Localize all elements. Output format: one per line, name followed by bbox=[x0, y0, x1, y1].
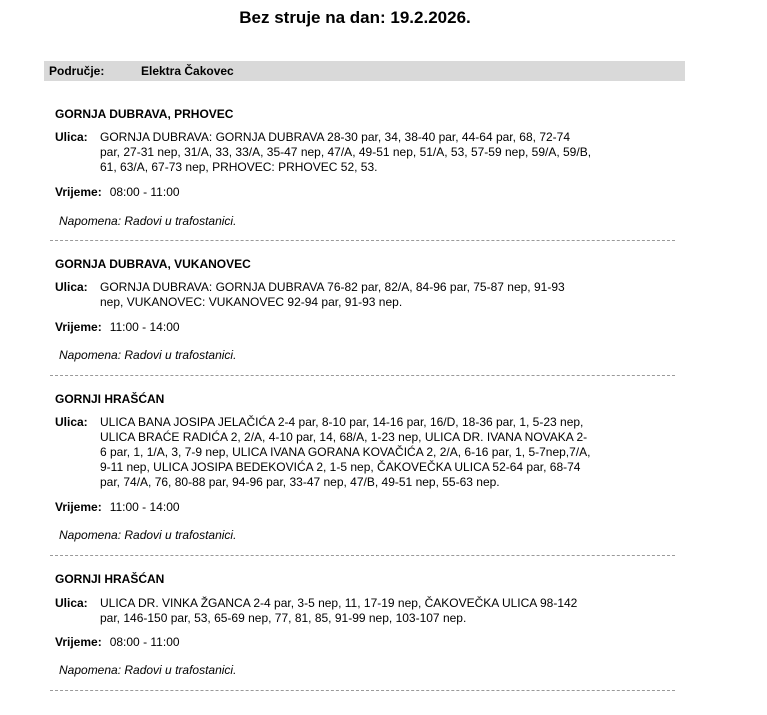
street-line: 61, 63/A, 67-73 nep, PRHOVEC: PRHOVEC 52, 53. bbox=[100, 160, 378, 174]
entry-location-title: GORNJI HRAŠĆAN bbox=[55, 572, 165, 586]
entry-divider bbox=[50, 375, 675, 376]
entry-note: Napomena: Radovi u trafostanici. bbox=[59, 348, 237, 362]
time-row bbox=[55, 635, 180, 650]
street-line: ULICA BRAĆE RADIĆA 2, 2/A, 4-10 par, 14, 68/A, 1-23 nep, ULICA DR. IVANA NOVAKA 2- bbox=[100, 430, 588, 444]
entry-divider bbox=[50, 555, 675, 556]
time-label: Vrijeme: bbox=[55, 320, 102, 334]
area-label: Područje: bbox=[49, 64, 105, 78]
time-row bbox=[55, 185, 180, 200]
time-label: Vrijeme: bbox=[55, 500, 102, 514]
outage-entry bbox=[55, 572, 675, 682]
outage-entry bbox=[55, 392, 675, 547]
street-line: 9-11 nep, ULICA JOSIPA BEDEKOVIĆA 2, 1-5 nep, ČAKOVEČKA ULICA 52-64 par, 68-74 bbox=[100, 460, 581, 474]
entry-note: Napomena: Radovi u trafostanici. bbox=[59, 663, 237, 677]
time-value: 08:00 - 11:00 bbox=[109, 635, 180, 649]
street-line: GORNJA DUBRAVA: GORNJA DUBRAVA 76-82 par, 82/A, 84-96 par, 75-87 nep, 91-93 bbox=[100, 280, 565, 294]
outage-entry bbox=[55, 107, 675, 232]
street-label: Ulica: bbox=[55, 596, 88, 610]
street-list bbox=[100, 596, 655, 626]
time-value: 11:00 - 14:00 bbox=[109, 320, 180, 334]
street-line: par, 146-150 par, 53, 65-69 nep, 77, 81, 85, 91-99 nep, 103-107 nep. bbox=[100, 611, 467, 625]
time-value: 11:00 - 14:00 bbox=[109, 500, 180, 514]
street-list bbox=[100, 415, 655, 490]
street-list bbox=[100, 280, 655, 310]
outage-entry bbox=[55, 257, 675, 367]
street-line: GORNJA DUBRAVA: GORNJA DUBRAVA 28-30 par, 34, 38-40 par, 44-64 par, 68, 72-74 bbox=[100, 130, 571, 144]
time-value: 08:00 - 11:00 bbox=[109, 185, 180, 199]
time-row bbox=[55, 320, 180, 335]
street-list bbox=[100, 130, 655, 175]
street-line: par, 27-31 nep, 31/A, 33, 33/A, 35-47 nep, 47/A, 49-51 nep, 51/A, 53, 57-59 nep, 59/A, 59/B, bbox=[100, 145, 592, 159]
street-line: ULICA BANA JOSIPA JELAČIĆA 2-4 par, 8-10 par, 14-16 par, 16/D, 18-36 par, 1, 5-23 nep, bbox=[100, 415, 584, 429]
street-line: ULICA DR. VINKA ŽGANCA 2-4 par, 3-5 nep, 11, 17-19 nep, ČAKOVEČKA ULICA 98-142 bbox=[100, 596, 578, 610]
area-header-bar bbox=[44, 61, 685, 81]
entry-location-title: GORNJA DUBRAVA, VUKANOVEC bbox=[55, 257, 251, 271]
entry-location-title: GORNJA DUBRAVA, PRHOVEC bbox=[55, 107, 234, 121]
entry-divider bbox=[50, 240, 675, 241]
time-row bbox=[55, 500, 180, 515]
page-title: Bez struje na dan: 19.2.2026. bbox=[239, 8, 471, 27]
entry-note: Napomena: Radovi u trafostanici. bbox=[59, 214, 237, 228]
street-line: nep, VUKANOVEC: VUKANOVEC 92-94 par, 91-93 nep. bbox=[100, 295, 403, 309]
time-label: Vrijeme: bbox=[55, 185, 102, 199]
street-line: par, 74/A, 76, 80-88 par, 94-96 par, 33-47 nep, 47/B, 49-51 nep, 55-63 nep. bbox=[100, 475, 500, 489]
entry-location-title: GORNJI HRAŠĆAN bbox=[55, 392, 165, 406]
street-label: Ulica: bbox=[55, 415, 88, 429]
area-value: Elektra Čakovec bbox=[141, 64, 234, 78]
time-label: Vrijeme: bbox=[55, 635, 102, 649]
entry-divider bbox=[50, 690, 675, 691]
street-line: 6 par, 1, 1/A, 3, 7-9 nep, ULICA IVANA GORANA KOVAČIĆA 2, 2/A, 6-16 par, 1, 5-7nep,7/A, bbox=[100, 445, 591, 459]
street-label: Ulica: bbox=[55, 280, 88, 294]
entry-note: Napomena: Radovi u trafostanici. bbox=[59, 528, 237, 542]
street-label: Ulica: bbox=[55, 130, 88, 144]
